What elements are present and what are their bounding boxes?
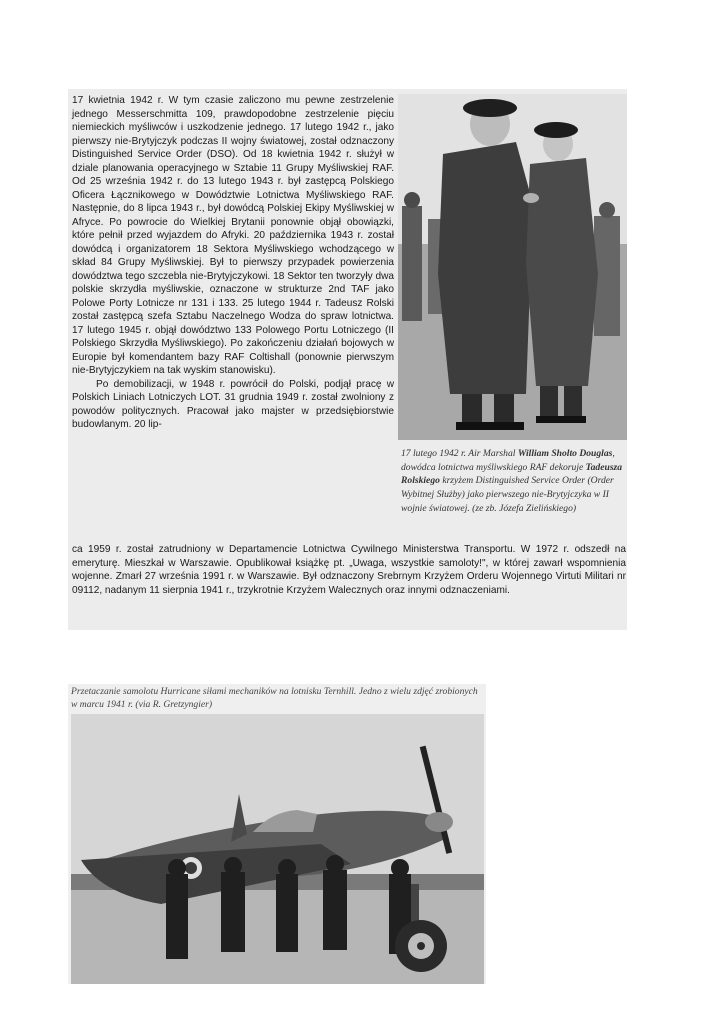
caption-name: William Sholto Douglas [517,448,613,459]
main-text-column [72,94,394,432]
photo-hurricane-aircraft [71,714,484,984]
text-paragraph-wide: ca 1959 r. został zatrudniony w Departamencie Lotnictwa Cywilnego Ministerstwa Transportu. W 1972 r. odszedł na emeryturę. Mieszkał w Warszawie. Opublikował książkę pt. „Uwaga, wszystkie samoloty!", w której zawarł wspomnienia wojenne. Zmarł 27 września 1991 r. w Warszawie. Był odznaczony Srebrnym Krzyżem Orderu Wojennego Virtuti Militari nr 09112, nadanym 11 sierpnia 1941 r., trzykrotnie Krzyżem Walecznych oraz innymi odznaczeniami. [72,544,626,596]
text-paragraph: Po demobilizacji, w 1948 r. powrócił do Polski, podjął pracę w Polskich Liniach Lotniczych LOT. 31 grudnia 1949 r. został zwolniony z powodów politycznych. Pracował jako majster w przedsiębiorstwie budowlanym. 20 lip- [72,378,394,430]
text-paragraph: 17 kwietnia 1942 r. W tym czasie zaliczono mu pewne zestrzelenie jednego Messerschmitta 109, prawdopodobne zestrzelenie pięciu niemieckich myśliwców i uszkodzenie jednego. 17 lutego 1942 r., jako pierwszy nie-Brytyjczyk podczas II wojny światowej, został odznaczony Distinguished Service Order (DSO). Od 18 kwietnia 1942 r. służył w dziale planowania operacyjnego w Sztabie 11 Grupy Myśliwskiej RAF. Od 25 września 1942 r. do 13 lutego 1943 r. był zastępcą Polskiego Oficera Łącznikowego w Dowództwie Lotnictwa Myśliwskiego RAF. Następnie, do 8 lipca 1943 r., był dowódcą Polskiej Ekipy Myśliwskiej w Afryce. Po powrocie do Wielkiej Brytanii ponownie objął obowiązki, które pełnił przed wyjazdem do Afryki. 20 października 1943 r. został dowódcą i organizatorem 18 Sektora Myśliwskiego wchodzącego w skład 84 Grupy Myśliwskiej. Był to pierwszy przypadek powierzenia dowództwa tego szczebla nie-Brytyjczykowi. 18 Sektor ten tworzyły dwa polskie skrzydła myśliwskie, oznaczone w strukturze 2nd TAF jako Polowe Porty Lotnicze nr 131 i 133. 25 lutego 1944 r. Tadeusz Rolski został zastępcą szefa Sztabu Naczelnego Wodza do spraw lotnictwa. 17 lutego 1945 r. objął dowództwo 133 Polowego Portu Lotniczego (II Polskiego Skrzydła Myśliwskiego). Po zakończeniu działań bojowych w Europie był komendantem bazy RAF Coltishall (ponownie pierwszym nie-Brytyjczykiem na tak wyskim stanowisku). [72,95,394,376]
caption-name: Tadeusza Rolskiego [401,461,623,487]
caption-text: , dowódca lotnictwa myśliwskiego RAF dekoruje [401,448,615,473]
caption-text: 17 lutego 1942 r. Air Marshal [401,448,518,459]
photo-caption-bottom: Przetaczanie samolotu Hurricane siłami mechaników na lotnisku Ternhill. Jedno z wielu zdjęć zrobionych w marcu 1941 r. (via R. Gretzyngier) [71,686,478,710]
photo-caption-top [401,447,623,516]
photo-decoration-ceremony [398,94,627,440]
caption-text: krzyżem Distinguished Service Order (Order Wybitnej Służby) jako pierwszego nie-Brytyjczyka w II wojnie światowej. (ze zb. Józefa Zielińskiego) [401,475,614,514]
